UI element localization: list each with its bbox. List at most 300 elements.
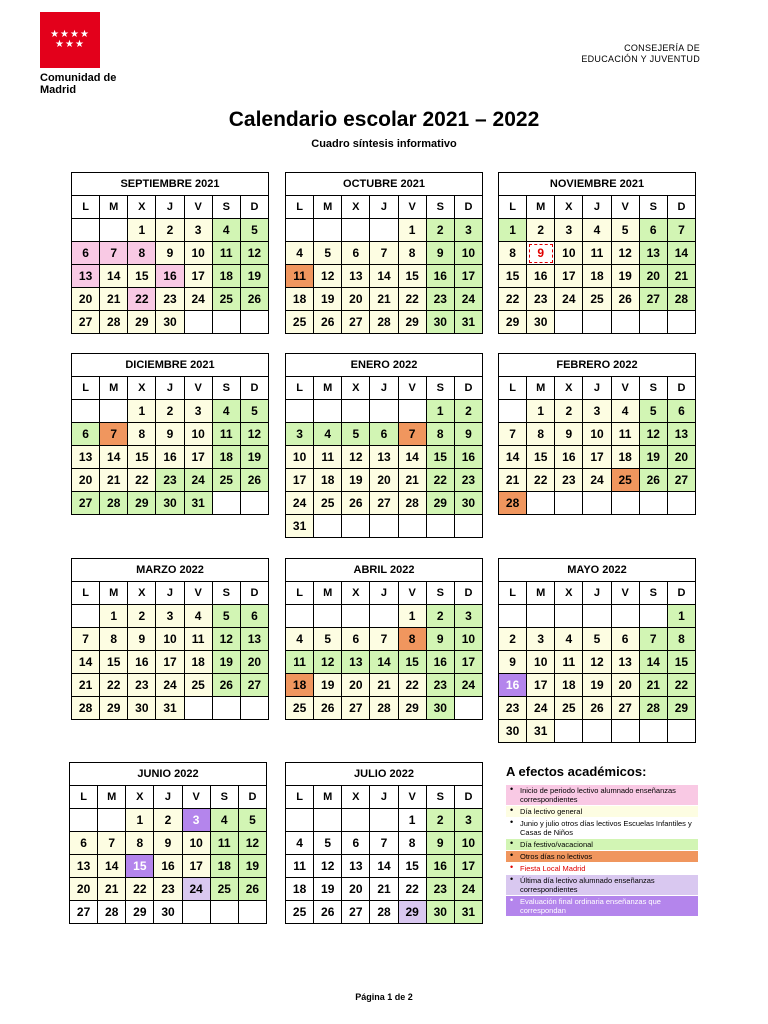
day-cell: 4: [583, 219, 611, 242]
empty-day-cell: [72, 219, 100, 242]
day-cell: 7: [100, 423, 128, 446]
day-cell: 18: [286, 878, 314, 901]
empty-day-cell: [454, 515, 482, 538]
day-cell: 29: [100, 697, 128, 720]
day-cell: 9: [426, 242, 454, 265]
empty-day-cell: [499, 400, 527, 423]
empty-day-cell: [286, 605, 314, 628]
day-cell: 1: [527, 400, 555, 423]
logo-text: Comunidad de Madrid: [40, 72, 117, 96]
day-cell: 14: [370, 855, 398, 878]
day-cell: 26: [240, 288, 268, 311]
weekday-header: L: [499, 377, 527, 400]
day-cell: 28: [398, 492, 426, 515]
empty-day-cell: [72, 605, 100, 628]
weekday-header: S: [212, 196, 240, 219]
day-cell: 19: [238, 855, 266, 878]
weekday-header: M: [527, 196, 555, 219]
weekday-header: M: [314, 786, 342, 809]
day-cell: 11: [286, 855, 314, 878]
day-cell: 14: [639, 651, 667, 674]
weekday-header: S: [426, 582, 454, 605]
day-cell: 23: [154, 878, 182, 901]
empty-day-cell: [182, 901, 210, 924]
day-cell: 4: [314, 423, 342, 446]
day-cell: 21: [370, 674, 398, 697]
day-cell: 15: [398, 651, 426, 674]
weekday-header: M: [100, 582, 128, 605]
day-cell: 30: [128, 697, 156, 720]
day-cell: 6: [240, 605, 268, 628]
day-cell: 2: [454, 400, 482, 423]
day-cell: 13: [342, 855, 370, 878]
day-cell: 6: [370, 423, 398, 446]
day-cell: 12: [639, 423, 667, 446]
empty-day-cell: [342, 809, 370, 832]
day-cell: 2: [426, 219, 454, 242]
empty-day-cell: [210, 901, 238, 924]
page-footer: Página 1 de 2: [355, 992, 413, 1002]
month-name: MARZO 2022: [72, 559, 269, 582]
day-cell: 14: [398, 446, 426, 469]
weekday-header: S: [212, 582, 240, 605]
day-cell: 3: [156, 605, 184, 628]
day-cell: 8: [128, 242, 156, 265]
day-cell: 11: [184, 628, 212, 651]
empty-day-cell: [184, 311, 212, 334]
day-cell: 25: [286, 697, 314, 720]
day-cell: 25: [210, 878, 238, 901]
empty-day-cell: [240, 697, 268, 720]
legend-item-nolectivo: • Otros días no lectivos: [506, 851, 698, 862]
day-cell: 26: [238, 878, 266, 901]
day-cell: 28: [370, 697, 398, 720]
day-cell: 16: [527, 265, 555, 288]
day-cell: 26: [314, 901, 342, 924]
day-cell: 31: [527, 720, 555, 743]
weekday-header: D: [240, 377, 268, 400]
day-cell: 7: [72, 628, 100, 651]
day-cell: 22: [398, 878, 426, 901]
weekday-header: J: [370, 582, 398, 605]
empty-day-cell: [583, 492, 611, 515]
weekday-header: J: [154, 786, 182, 809]
day-cell: 10: [156, 628, 184, 651]
weekday-header: L: [72, 196, 100, 219]
weekday-header: X: [128, 377, 156, 400]
empty-day-cell: [314, 515, 342, 538]
month-table: [71, 558, 269, 720]
day-cell: 17: [182, 855, 210, 878]
day-cell: 1: [499, 219, 527, 242]
month-table: [498, 558, 696, 743]
day-cell: 25: [184, 674, 212, 697]
day-cell: 18: [212, 446, 240, 469]
day-cell: 2: [499, 628, 527, 651]
day-cell: 26: [611, 288, 639, 311]
day-cell: 30: [426, 311, 454, 334]
day-cell: 21: [98, 878, 126, 901]
day-cell: 20: [72, 469, 100, 492]
month-table: [285, 762, 483, 924]
weekday-header: M: [527, 377, 555, 400]
department-line2: EDUCACIÓN Y JUVENTUD: [581, 54, 700, 64]
day-cell: 12: [212, 628, 240, 651]
day-cell: 2: [154, 809, 182, 832]
day-cell: 11: [286, 265, 314, 288]
day-cell: 10: [527, 651, 555, 674]
day-cell: 8: [128, 423, 156, 446]
day-cell: 27: [370, 492, 398, 515]
month-table: [285, 172, 483, 334]
weekday-header: S: [639, 377, 667, 400]
day-cell: 13: [72, 265, 100, 288]
empty-day-cell: [72, 400, 100, 423]
day-cell: 13: [240, 628, 268, 651]
day-cell: 4: [286, 832, 314, 855]
day-cell: 8: [398, 242, 426, 265]
empty-day-cell: [426, 515, 454, 538]
day-cell: 3: [286, 423, 314, 446]
day-cell: 27: [70, 901, 98, 924]
day-cell: 20: [342, 878, 370, 901]
day-cell: 17: [527, 674, 555, 697]
day-cell: 2: [527, 219, 555, 242]
day-cell: 27: [342, 901, 370, 924]
empty-day-cell: [286, 809, 314, 832]
day-cell: 19: [639, 446, 667, 469]
empty-day-cell: [314, 605, 342, 628]
day-cell: 22: [128, 469, 156, 492]
day-cell: 8: [426, 423, 454, 446]
day-cell: 25: [555, 697, 583, 720]
day-cell: 7: [499, 423, 527, 446]
month-table: [498, 172, 696, 334]
day-cell: 10: [184, 242, 212, 265]
day-cell: 20: [342, 674, 370, 697]
day-cell: 8: [398, 832, 426, 855]
day-cell: 14: [100, 446, 128, 469]
day-cell: 24: [156, 674, 184, 697]
day-cell: 23: [156, 288, 184, 311]
day-cell: 20: [240, 651, 268, 674]
day-cell: 1: [398, 605, 426, 628]
weekday-header: J: [583, 196, 611, 219]
day-cell: 10: [583, 423, 611, 446]
day-cell: 23: [527, 288, 555, 311]
day-cell: 18: [583, 265, 611, 288]
legend-title: A efectos académicos:: [506, 764, 647, 779]
weekday-header: X: [342, 377, 370, 400]
day-cell: 12: [314, 855, 342, 878]
weekday-header: M: [314, 377, 342, 400]
day-cell: 6: [342, 242, 370, 265]
day-cell: 30: [426, 901, 454, 924]
day-cell: 20: [70, 878, 98, 901]
day-cell: 28: [667, 288, 695, 311]
day-cell: 25: [583, 288, 611, 311]
day-cell: 1: [128, 219, 156, 242]
day-cell: 10: [454, 832, 482, 855]
weekday-header: D: [667, 582, 695, 605]
day-cell: 2: [156, 219, 184, 242]
day-cell: 20: [370, 469, 398, 492]
empty-day-cell: [583, 311, 611, 334]
day-cell: 4: [286, 242, 314, 265]
day-cell: 10: [286, 446, 314, 469]
day-cell: 25: [286, 901, 314, 924]
day-cell: 27: [639, 288, 667, 311]
empty-day-cell: [184, 697, 212, 720]
day-cell: 24: [286, 492, 314, 515]
empty-day-cell: [370, 515, 398, 538]
day-cell: 12: [342, 446, 370, 469]
empty-day-cell: [240, 311, 268, 334]
day-cell: 6: [72, 423, 100, 446]
day-cell: 3: [527, 628, 555, 651]
weekday-header: X: [342, 582, 370, 605]
day-cell: 17: [555, 265, 583, 288]
day-cell: 20: [72, 288, 100, 311]
day-cell: 5: [212, 605, 240, 628]
empty-day-cell: [527, 492, 555, 515]
weekday-header: J: [370, 377, 398, 400]
day-cell: 30: [499, 720, 527, 743]
day-cell: 7: [667, 219, 695, 242]
day-cell: 23: [426, 878, 454, 901]
day-cell: 16: [555, 446, 583, 469]
day-cell: 23: [426, 674, 454, 697]
empty-day-cell: [611, 311, 639, 334]
empty-day-cell: [370, 400, 398, 423]
weekday-header: J: [156, 377, 184, 400]
day-cell: 8: [398, 628, 426, 651]
day-cell: 19: [314, 878, 342, 901]
weekday-header: V: [398, 582, 426, 605]
day-cell: 31: [454, 311, 482, 334]
day-cell: 25: [611, 469, 639, 492]
day-cell: 12: [583, 651, 611, 674]
empty-day-cell: [98, 809, 126, 832]
day-cell: 3: [184, 219, 212, 242]
day-cell: 24: [454, 674, 482, 697]
day-cell: 7: [370, 832, 398, 855]
day-cell: 7: [98, 832, 126, 855]
day-cell: 27: [240, 674, 268, 697]
day-cell: 18: [314, 469, 342, 492]
day-cell: 10: [454, 628, 482, 651]
weekday-header: V: [184, 196, 212, 219]
weekday-header: V: [611, 377, 639, 400]
day-cell: 15: [527, 446, 555, 469]
day-cell: 16: [454, 446, 482, 469]
empty-day-cell: [639, 492, 667, 515]
day-cell: 17: [286, 469, 314, 492]
empty-day-cell: [212, 311, 240, 334]
day-cell: 12: [314, 651, 342, 674]
day-cell: 28: [370, 901, 398, 924]
empty-day-cell: [370, 605, 398, 628]
day-cell: 11: [583, 242, 611, 265]
day-cell: 15: [398, 265, 426, 288]
department: [581, 43, 700, 65]
weekday-header: L: [286, 582, 314, 605]
day-cell: 10: [184, 423, 212, 446]
day-cell: 21: [100, 288, 128, 311]
day-cell: 29: [128, 492, 156, 515]
weekday-header: V: [398, 786, 426, 809]
weekday-header: M: [98, 786, 126, 809]
day-cell: 27: [342, 311, 370, 334]
day-cell: 9: [156, 242, 184, 265]
day-cell: 22: [667, 674, 695, 697]
empty-day-cell: [499, 605, 527, 628]
day-cell: 27: [342, 697, 370, 720]
weekday-header: X: [342, 786, 370, 809]
day-cell: 8: [100, 628, 128, 651]
day-cell: 31: [184, 492, 212, 515]
day-cell: 4: [210, 809, 238, 832]
day-cell: 13: [342, 651, 370, 674]
day-cell: 15: [398, 855, 426, 878]
day-cell: 28: [98, 901, 126, 924]
day-cell: 27: [72, 492, 100, 515]
empty-day-cell: [370, 219, 398, 242]
day-cell: 2: [128, 605, 156, 628]
empty-day-cell: [555, 311, 583, 334]
weekday-header: L: [70, 786, 98, 809]
empty-day-cell: [667, 311, 695, 334]
day-cell: 24: [184, 469, 212, 492]
day-cell: 22: [126, 878, 154, 901]
day-cell: 14: [370, 651, 398, 674]
weekday-header: J: [583, 582, 611, 605]
weekday-header: D: [454, 786, 482, 809]
legend: [506, 764, 698, 917]
day-cell: 18: [555, 674, 583, 697]
month-name: ENERO 2022: [286, 354, 483, 377]
day-cell: 9: [527, 242, 555, 265]
day-cell: 30: [426, 697, 454, 720]
day-cell: 30: [527, 311, 555, 334]
weekday-header: J: [370, 786, 398, 809]
day-cell: 9: [454, 423, 482, 446]
empty-day-cell: [240, 492, 268, 515]
day-cell: 17: [156, 651, 184, 674]
day-cell: 14: [370, 265, 398, 288]
day-cell: 11: [212, 423, 240, 446]
day-cell: 23: [499, 697, 527, 720]
day-cell: 24: [184, 288, 212, 311]
weekday-header: V: [182, 786, 210, 809]
day-cell: 6: [611, 628, 639, 651]
day-cell: 22: [426, 469, 454, 492]
day-cell: 23: [128, 674, 156, 697]
day-cell: 2: [156, 400, 184, 423]
day-cell: 20: [639, 265, 667, 288]
day-cell: 23: [156, 469, 184, 492]
day-cell: 19: [240, 265, 268, 288]
month-name: DICIEMBRE 2021: [72, 354, 269, 377]
weekday-header: L: [72, 377, 100, 400]
month-name: OCTUBRE 2021: [286, 173, 483, 196]
day-cell: 14: [72, 651, 100, 674]
day-cell: 28: [639, 697, 667, 720]
day-cell: 22: [398, 288, 426, 311]
empty-day-cell: [286, 400, 314, 423]
empty-day-cell: [639, 720, 667, 743]
day-cell: 8: [126, 832, 154, 855]
day-cell: 29: [499, 311, 527, 334]
page-subtitle: Cuadro síntesis informativo: [311, 138, 457, 150]
day-cell: 11: [286, 651, 314, 674]
empty-day-cell: [314, 400, 342, 423]
weekday-header: X: [555, 196, 583, 219]
weekday-header: D: [240, 196, 268, 219]
day-cell: 18: [286, 288, 314, 311]
day-cell: 7: [100, 242, 128, 265]
empty-day-cell: [667, 720, 695, 743]
day-cell: 20: [611, 674, 639, 697]
day-cell: 28: [100, 492, 128, 515]
weekday-header: L: [499, 196, 527, 219]
weekday-header: M: [314, 582, 342, 605]
month-name: FEBRERO 2022: [499, 354, 696, 377]
day-cell: 16: [154, 855, 182, 878]
day-cell: 28: [100, 311, 128, 334]
day-cell: 24: [454, 288, 482, 311]
day-cell: 21: [72, 674, 100, 697]
day-cell: 7: [639, 628, 667, 651]
day-cell: 3: [454, 219, 482, 242]
day-cell: 6: [70, 832, 98, 855]
day-cell: 30: [454, 492, 482, 515]
day-cell: 24: [583, 469, 611, 492]
day-cell: 27: [611, 697, 639, 720]
day-cell: 15: [126, 855, 154, 878]
day-cell: 13: [72, 446, 100, 469]
day-cell: 12: [611, 242, 639, 265]
empty-day-cell: [212, 492, 240, 515]
day-cell: 3: [454, 809, 482, 832]
day-cell: 26: [240, 469, 268, 492]
day-cell: 4: [555, 628, 583, 651]
day-cell: 20: [342, 288, 370, 311]
legend-item-lectivo: • Día lectivo general: [506, 806, 698, 817]
weekday-header: V: [611, 196, 639, 219]
day-cell: 1: [398, 219, 426, 242]
day-cell: 25: [286, 311, 314, 334]
day-cell: 8: [499, 242, 527, 265]
day-cell: 1: [128, 400, 156, 423]
empty-day-cell: [583, 720, 611, 743]
day-cell: 24: [182, 878, 210, 901]
day-cell: 19: [240, 446, 268, 469]
day-cell: 9: [156, 423, 184, 446]
weekday-header: S: [426, 196, 454, 219]
day-cell: 28: [370, 311, 398, 334]
day-cell: 1: [667, 605, 695, 628]
weekday-header: M: [100, 196, 128, 219]
day-cell: 14: [100, 265, 128, 288]
day-cell: 5: [238, 809, 266, 832]
day-cell: 4: [611, 400, 639, 423]
empty-day-cell: [611, 605, 639, 628]
day-cell: 17: [454, 855, 482, 878]
day-cell: 23: [426, 288, 454, 311]
empty-day-cell: [611, 720, 639, 743]
legend-item-fiesta: • Fiesta Local Madrid: [506, 863, 698, 874]
